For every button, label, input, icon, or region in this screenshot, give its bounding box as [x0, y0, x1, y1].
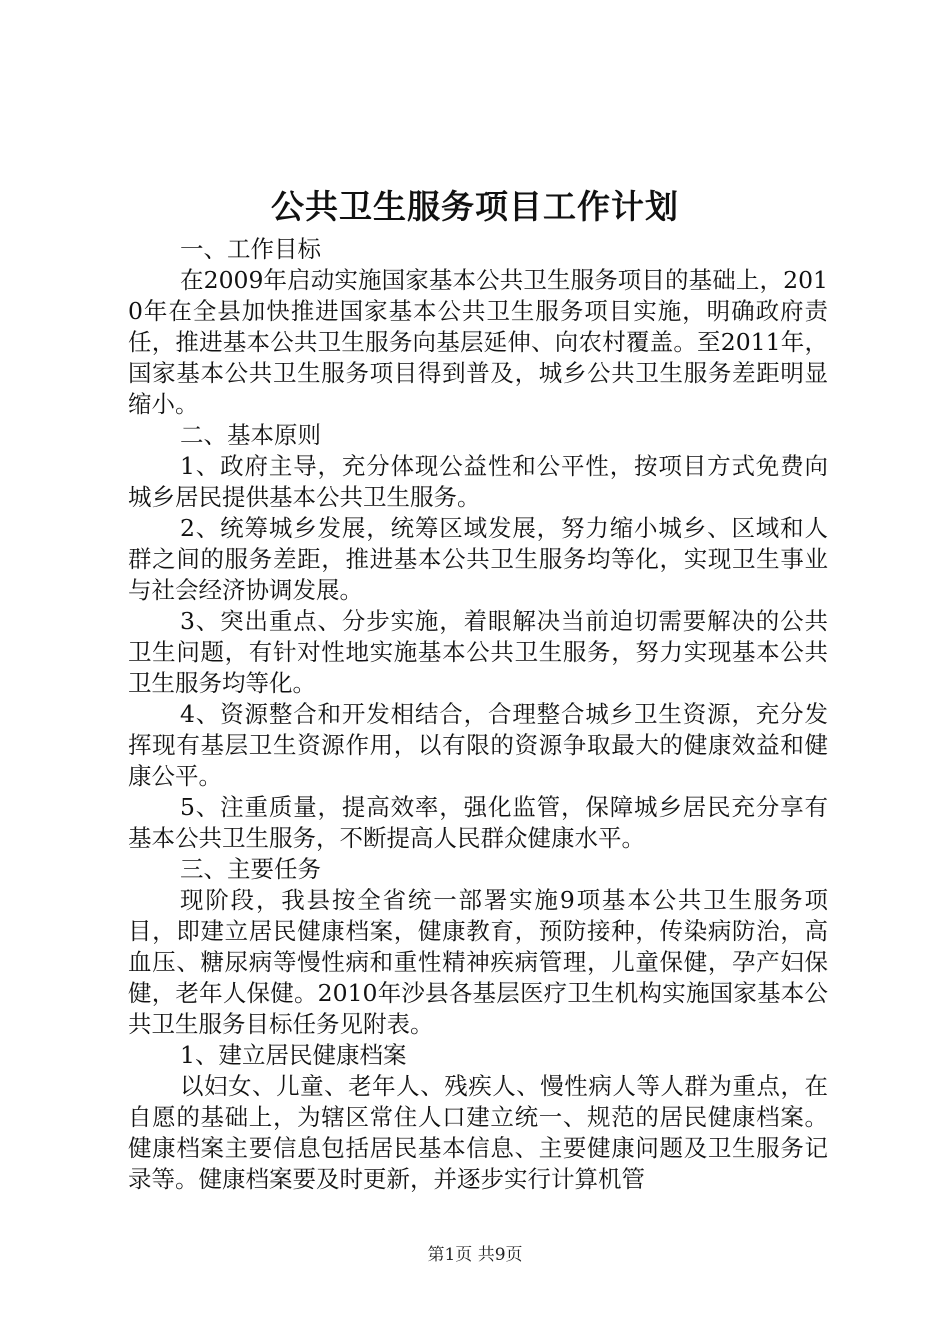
paragraph-principle-3: 3、突出重点、分步实施，着眼解决当前迫切需要解决的公共卫生问题，有针对性地实施基本公共卫生服务，努力实现基本公共卫生服务均等化。 — [128, 607, 828, 697]
section-heading-tasks: 三、主要任务 — [180, 855, 321, 883]
paragraph-principle-4: 4、资源整合和开发相结合，合理整合城乡卫生资源，充分发挥现有基层卫生资源作用，以有限的资源争取最大的健康效益和健康公平。 — [128, 700, 828, 790]
paragraph-goals: 在2009年启动实施国家基本公共卫生服务项目的基础上，2010年在全县加快推进国家基本公共卫生服务项目实施，明确政府责任，推进基本公共卫生服务向基层延伸、向农村覆盖。至2011年，国家基本公共卫生服务项目得到普及，城乡公共卫生服务差距明显缩小。 — [128, 266, 828, 418]
paragraph-principle-5: 5、注重质量，提高效率，强化监管，保障城乡居民充分享有基本公共卫生服务，不断提高人民群众健康水平。 — [128, 793, 828, 852]
document-body — [128, 234, 828, 1195]
paragraph-principle-2: 2、统筹城乡发展，统筹区域发展，努力缩小城乡、区域和人群之间的服务差距，推进基本公共卫生服务均等化，实现卫生事业与社会经济协调发展。 — [128, 514, 828, 604]
paragraph-tasks: 现阶段，我县按全省统一部署实施9项基本公共卫生服务项目，即建立居民健康档案，健康教育，预防接种，传染病防治，高血压、糖尿病等慢性病和重性精神疾病管理，儿童保健，孕产妇保健，老年人保健。2010年沙县各基层医疗卫生机构实施国家基本公共卫生服务目标任务见附表。 — [128, 886, 828, 1038]
subsection-heading-health-records: 1、建立居民健康档案 — [180, 1041, 407, 1069]
paragraph-principle-1: 1、政府主导，充分体现公益性和公平性，按项目方式免费向城乡居民提供基本公共卫生服务。 — [128, 452, 828, 511]
section-heading-goals: 一、工作目标 — [180, 235, 321, 263]
section-heading-principles: 二、基本原则 — [180, 421, 321, 449]
paragraph-health-records: 以妇女、儿童、老年人、残疾人、慢性病人等人群为重点，在自愿的基础上，为辖区常住人口建立统一、规范的居民健康档案。健康档案主要信息包括居民基本信息、主要健康问题及卫生服务记录等。健康档案要及时更新，并逐步实行计算机管 — [128, 1072, 828, 1193]
page-footer: 第1页 共9页 — [427, 1245, 523, 1265]
document-title: 公共卫生服务项目工作计划 — [271, 187, 679, 226]
